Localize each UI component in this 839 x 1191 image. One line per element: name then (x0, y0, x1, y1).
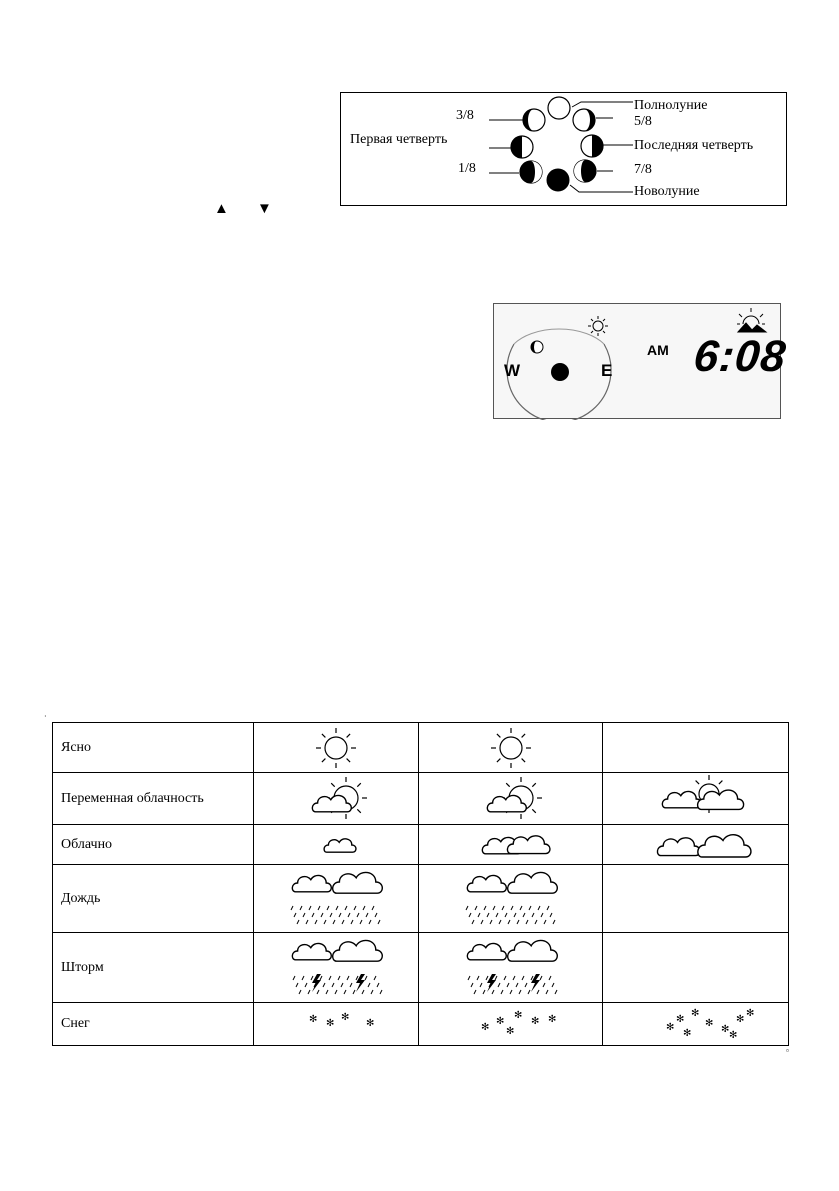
full-moon-label: Полнолуние (634, 98, 708, 113)
full-moon-icon (548, 97, 570, 119)
down-arrow-icon: ▼ (257, 201, 272, 217)
svg-text:✻: ✻ (505, 1026, 514, 1037)
svg-text:✻: ✻ (326, 1018, 335, 1029)
lcd-display (493, 303, 789, 419)
svg-text:✻: ✻ (309, 1014, 318, 1025)
table-row (53, 773, 789, 825)
time-display: 6:08 (691, 332, 789, 381)
svg-text:✻: ✻ (735, 1014, 744, 1025)
weather-icon-cell (419, 723, 603, 773)
corner-mark: ▫ (786, 1046, 789, 1055)
weather-icon-cell (254, 773, 419, 825)
svg-text:✻: ✻ (675, 1014, 684, 1025)
sun-cloud-icon (261, 774, 411, 824)
weather-icon-cell (254, 933, 419, 1003)
svg-text:✻: ✻ (720, 1024, 729, 1035)
storm-icon (261, 934, 411, 1002)
sunrise-icon (737, 308, 766, 332)
sun-clouds-icon (621, 774, 771, 824)
weather-icon-cell (603, 773, 789, 825)
svg-text:✻: ✻ (745, 1008, 754, 1019)
weather-icon-cell (254, 865, 419, 933)
sky-arc (507, 344, 611, 420)
earth-icon (551, 363, 569, 381)
first-quarter-moon-icon (511, 136, 533, 158)
weather-icon-table (52, 722, 789, 1046)
svg-text:✻: ✻ (704, 1018, 713, 1029)
up-arrow-icon: ▲ (214, 201, 229, 217)
rain-icon (436, 866, 586, 932)
weather-icon-cell (254, 1003, 419, 1046)
east-label: E (601, 361, 613, 380)
weather-icon-cell (419, 933, 603, 1003)
weather-label: Шторм (53, 933, 254, 1003)
table-row (53, 933, 789, 1003)
weather-label: Дождь (53, 865, 254, 933)
clouds-icon (436, 826, 586, 864)
am-indicator: AM (647, 342, 669, 358)
svg-text:✻: ✻ (547, 1014, 556, 1025)
one-eighth-label: 1/8 (458, 161, 476, 176)
one-eighth-moon-icon (520, 161, 542, 183)
weather-icon-cell (419, 773, 603, 825)
table-row (53, 825, 789, 865)
snow-icon (436, 1004, 586, 1044)
table-row (53, 723, 789, 773)
sun-icon (261, 724, 411, 772)
clouds-icon (621, 826, 771, 864)
seven-eighths-label: 7/8 (634, 162, 652, 177)
sun-icon (436, 724, 586, 772)
weather-icon-cell (419, 865, 603, 933)
storm-icon (436, 934, 586, 1002)
west-label: W (504, 361, 521, 380)
sun-cloud-icon (436, 774, 586, 824)
rain-icon (261, 866, 411, 932)
svg-text:✻: ✻ (341, 1012, 350, 1023)
new-moon-icon (547, 169, 569, 191)
weather-label: Ясно (53, 723, 254, 773)
weather-icon-cell (603, 825, 789, 865)
weather-icon-cell (254, 723, 419, 773)
weather-icon-cell (603, 865, 789, 933)
weather-icon-cell (419, 1003, 603, 1046)
sun-icon (588, 316, 608, 336)
weather-label: Облачно (53, 825, 254, 865)
weather-label: Снег (53, 1003, 254, 1046)
moon-icon (531, 341, 543, 353)
weather-icon-cell (603, 933, 789, 1003)
weather-label: Переменная облачность (53, 773, 254, 825)
svg-text:✻: ✻ (690, 1008, 699, 1019)
svg-text:✻: ✻ (682, 1028, 691, 1039)
five-eighths-moon-icon (573, 109, 595, 131)
table-row (53, 865, 789, 933)
svg-text:✻: ✻ (495, 1016, 504, 1027)
snow-icon (261, 1004, 411, 1044)
cloud-icon (261, 826, 411, 864)
weather-icon-cell (603, 723, 789, 773)
three-eighths-moon-icon (523, 109, 545, 131)
three-eighths-label: 3/8 (456, 108, 474, 123)
seven-eighths-moon-icon (574, 160, 596, 182)
weather-icon-cell (603, 1003, 789, 1046)
svg-text:✻: ✻ (665, 1022, 674, 1033)
last-quarter-label: Последняя четверть (634, 138, 754, 153)
moon-phase-diagram (340, 92, 787, 206)
table-row (53, 1003, 789, 1046)
svg-text:✻: ✻ (728, 1030, 737, 1041)
five-eighths-label: 5/8 (634, 114, 652, 129)
snow-icon (621, 1004, 771, 1044)
svg-text:✻: ✻ (366, 1018, 375, 1029)
last-quarter-moon-icon (581, 135, 603, 157)
svg-text:✻: ✻ (513, 1010, 522, 1021)
first-quarter-label: Первая четверть (350, 132, 448, 147)
weather-icon-cell (419, 825, 603, 865)
svg-text:✻: ✻ (530, 1016, 539, 1027)
weather-icon-cell (254, 825, 419, 865)
new-moon-label: Новолуние (634, 184, 700, 199)
stray-mark: · (44, 712, 47, 721)
svg-text:✻: ✻ (480, 1022, 489, 1033)
